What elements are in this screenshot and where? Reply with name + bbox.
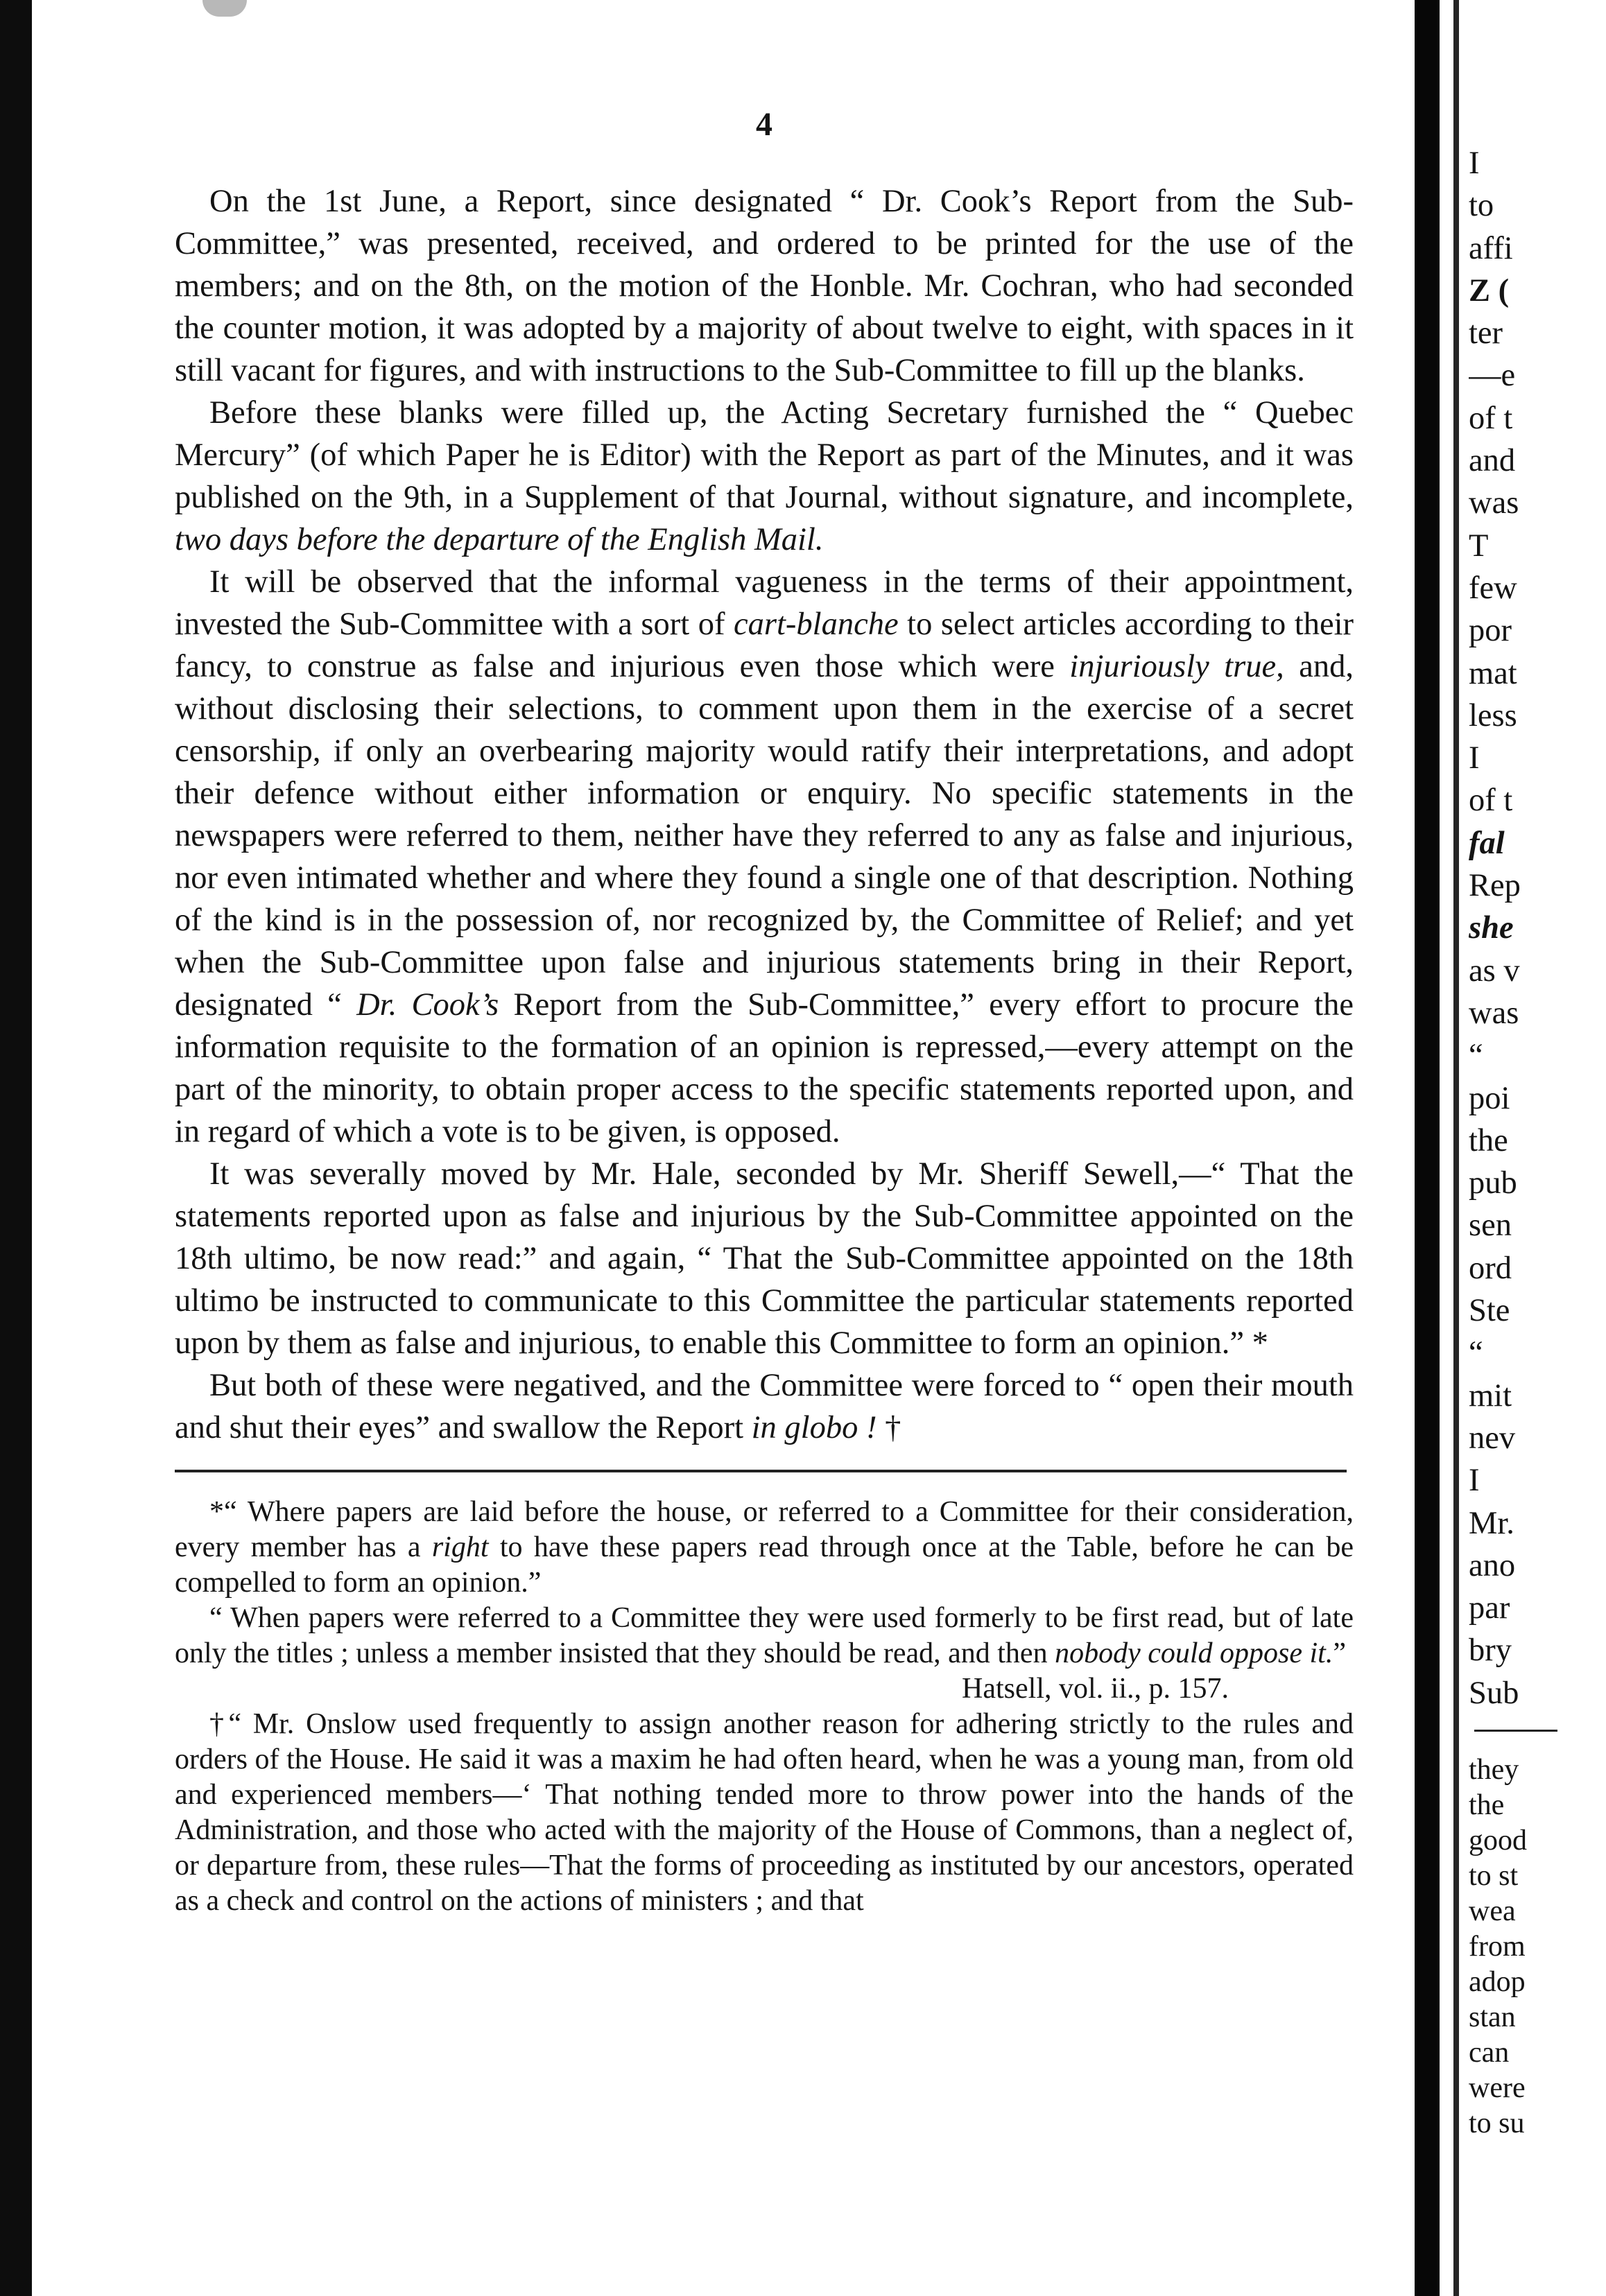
adjacent-footnote-line: good	[1469, 1824, 1527, 1856]
italic-in-globo: in globo !	[751, 1410, 877, 1445]
adjacent-footnote-line: adop	[1469, 1965, 1526, 1998]
adjacent-line: of t	[1469, 783, 1513, 819]
italic-departure: two days before the departure of the English Mail.	[175, 522, 824, 557]
adjacent-line: T	[1469, 528, 1489, 564]
adjacent-line: “	[1469, 1038, 1483, 1074]
paragraph-2-text: Before these blanks were filled up, the Acting Secretary furnished the “ Quebec Mercury” (of which Paper he is Editor) with the Report as part of the Minutes, and it was published on the 9th, in a Supplement of that Journal, without signature, and incomplete, two days before the departure of the English Mail.	[175, 395, 1354, 557]
adjacent-footnote-line: to st	[1469, 1859, 1519, 1892]
adjacent-line: I	[1469, 740, 1480, 776]
footnote-citation: Hatsell, vol. ii., p. 157.	[962, 1673, 1229, 1705]
adjacent-line: Ste	[1469, 1293, 1510, 1329]
footnote-separator	[175, 1470, 1347, 1472]
adjacent-page-footnote-rule	[1474, 1730, 1557, 1732]
adjacent-line: I	[1469, 1463, 1480, 1499]
adjacent-line: as v	[1469, 953, 1520, 989]
adjacent-line: poi	[1469, 1080, 1510, 1116]
scan-left-edge	[0, 0, 32, 2296]
adjacent-page-fragment	[1469, 142, 1606, 2141]
footnote-1-continued: “ When papers were referred to a Committee they were used formerly to be first read, but of late only the titles ; unless a member insisted that they should be read, and then nobody could oppose it.”	[175, 1602, 1354, 1669]
adjacent-footnote-line: the	[1469, 1789, 1505, 1821]
adjacent-line: ter	[1469, 315, 1503, 351]
adjacent-line: Mr.	[1469, 1505, 1514, 1541]
book-gutter	[1415, 0, 1440, 2296]
adjacent-line: fal	[1469, 825, 1505, 861]
adjacent-footnote-line: from	[1469, 1930, 1526, 1963]
adjacent-line: par	[1469, 1590, 1510, 1626]
adjacent-line: mat	[1469, 655, 1517, 691]
adjacent-line: was	[1469, 995, 1519, 1031]
adjacent-line: pub	[1469, 1165, 1517, 1201]
adjacent-page-lines	[1469, 142, 1606, 1714]
adjacent-line: was	[1469, 485, 1519, 521]
adjacent-line: nev	[1469, 1420, 1516, 1456]
adjacent-line: less	[1469, 697, 1517, 733]
adjacent-footnote-line: can	[1469, 2036, 1510, 2069]
adjacent-footnote-line: wea	[1469, 1895, 1516, 1927]
italic-right: right	[431, 1531, 489, 1563]
adjacent-line: bry	[1469, 1633, 1512, 1669]
adjacent-line: ord	[1469, 1250, 1512, 1286]
adjacent-line: Rep	[1469, 868, 1521, 904]
scan-smudge	[202, 0, 247, 17]
paragraph-3: It will be observed that the informal vagueness in the terms of their appointment, invested the Sub-Committee with a sort of cart-blanche to select articles according to their fancy, to construe as false and injurious even those which were injuriously true, and, without disclosing their selections, to comment upon them in the exercise of a secret censorship, if only an overbearing majority would ratify their interpretations, and adopt their defence without either information or enquiry. No specific statements in the newspapers were referred to them, neither have they referred to any as false and injurious, nor even intimated whether and where they found a single one of that description. Nothing of the kind is in the possession of, nor recognized by, the Committee of Relief; and yet when the Sub-Committee upon false and injurious statements bring in their Report, designated “ Dr. Cook’s Report from the Sub-Committee,” every effort to procure the information requisite to the formation of an opinion is repressed,—every attempt on the part of the minority, to obtain proper access to the specific statements reported upon, and in regard of which a vote is to be given, is opposed.	[175, 564, 1354, 1149]
adjacent-footnote-line: stan	[1469, 2001, 1516, 2033]
footnote-2: †“ Mr. Onslow used frequently to assign another reason for adhering strictly to the rules and orders of the House. He said it was a maxim he had often heard, when he was a young man, from old and experienced members—‘ That nothing tended more to throw power into the hands of the Administration, and those who acted with the majority of the House of Commons, than a neglect of, or departure from, these rules—That the forms of proceeding as instituted by our ancestors, operated as a check and control on the actions of ministers ; and that	[175, 1708, 1354, 1917]
page-body	[175, 104, 1354, 1919]
adjacent-footnote-line: to su	[1469, 2107, 1525, 2139]
adjacent-line: —e	[1469, 358, 1516, 394]
adjacent-line: of t	[1469, 400, 1513, 436]
adjacent-line: to	[1469, 188, 1494, 224]
adjacent-line: “	[1469, 1335, 1483, 1371]
adjacent-footnote-line: they	[1469, 1753, 1519, 1786]
adjacent-line: sen	[1469, 1208, 1512, 1244]
adjacent-page-footnote-lines	[1469, 1753, 1606, 2141]
paragraph-1: On the 1st June, a Report, since designated “ Dr. Cook’s Report from the Sub-Committee,” was presented, received, and ordered to be printed for the use of the members; and on the 8th, on the motion of the Honble. Mr. Cochran, who had seconded the counter motion, it was adopted by a majority of about twelve to eight, with spaces in it still vacant for figures, and with instructions to the Sub-Committee to fill up the blanks.	[175, 184, 1354, 388]
italic-dr-cook: Dr. Cook’s	[356, 987, 499, 1023]
adjacent-line: Z (	[1469, 272, 1510, 308]
paragraph-5: But both of these were negatived, and the Committee were forced to “ open their mouth and shut their eyes” and swallow the Report in globo ! †	[175, 1368, 1354, 1445]
gutter-shadow	[1453, 0, 1459, 2296]
adjacent-line: por	[1469, 613, 1512, 649]
adjacent-line: the	[1469, 1122, 1508, 1158]
adjacent-line: I	[1469, 146, 1480, 181]
adjacent-footnote-line: were	[1469, 2071, 1526, 2104]
footnotes	[175, 1495, 1354, 1919]
adjacent-line: affi	[1469, 230, 1513, 266]
adjacent-line: ano	[1469, 1547, 1516, 1583]
adjacent-line: and	[1469, 443, 1516, 479]
adjacent-line: Sub	[1469, 1675, 1519, 1711]
paragraph-2	[175, 392, 1354, 561]
page-number: 4	[756, 106, 772, 143]
footnote-1: *“ Where papers are laid before the house, or referred to a Committee for their consideration, every member has a right to have these papers read through once at the Table, before he can be compelled to form an opinion.”	[175, 1496, 1354, 1599]
adjacent-line: mit	[1469, 1377, 1512, 1414]
italic-nobody-could-oppose: nobody could oppose it.	[1055, 1637, 1333, 1669]
italic-injuriously-true: injuriously true,	[1069, 649, 1284, 684]
adjacent-line: few	[1469, 570, 1517, 606]
adjacent-line: she	[1469, 910, 1514, 946]
italic-cart-blanche: cart-blanche	[734, 607, 899, 642]
paragraph-4: It was severally moved by Mr. Hale, seconded by Mr. Sheriff Sewell,—“ That the statements reported upon as false and injurious by the Sub-Committee appointed on the 18th ultimo, be now read:” and again, “ That the Sub-Committee appointed on the 18th ultimo be instructed to communicate to this Committee the particular statements reported upon by them as false and injurious, to enable this Committee to form an opinion.” *	[175, 1156, 1354, 1361]
